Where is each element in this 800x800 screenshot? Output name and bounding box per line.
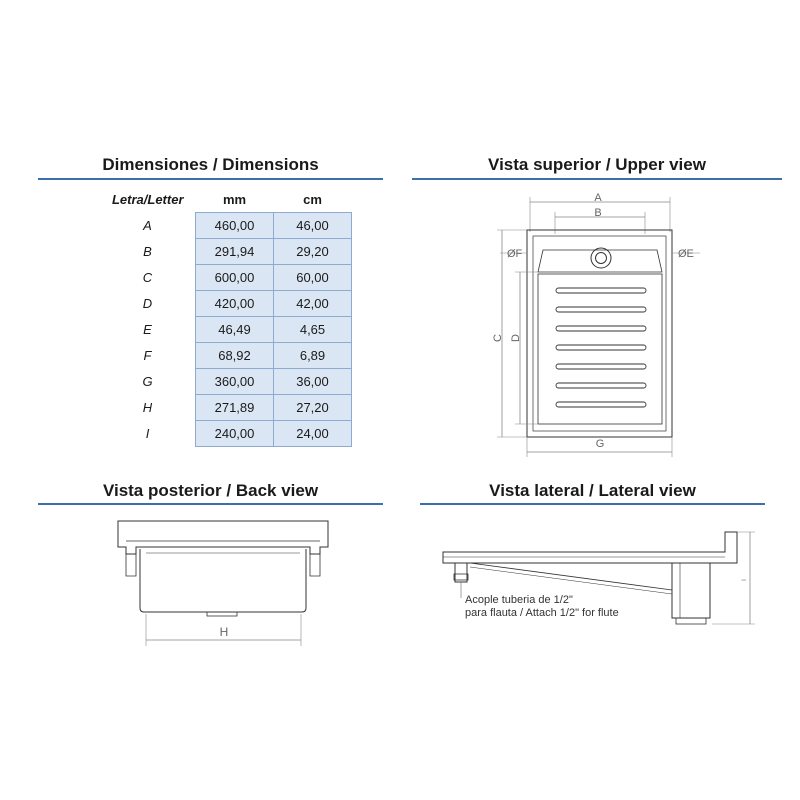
row-cm: 42,00 (274, 291, 352, 317)
lateral-support (672, 563, 710, 618)
dim-label-e: ØE (678, 248, 694, 260)
row-mm: 68,92 (196, 343, 274, 369)
row-mm: 360,00 (196, 369, 274, 395)
row-cm: 46,00 (274, 213, 352, 239)
row-cm: 4,65 (274, 317, 352, 343)
row-mm: 420,00 (196, 291, 274, 317)
dim-label-h: H (219, 625, 229, 639)
row-letter: A (143, 218, 152, 233)
row-cm: 27,20 (274, 395, 352, 421)
header-mm: mm (222, 191, 247, 207)
back-drain-icon (207, 612, 237, 616)
row-letter: D (142, 296, 153, 311)
pipe-coupling-note (465, 594, 619, 620)
dim-label-g: G (595, 438, 605, 450)
note-line-1: Acople tuberia de 1/2" (465, 594, 573, 606)
dim-label-f: ØF (507, 248, 523, 260)
row-cm: 24,00 (274, 421, 352, 447)
row-mm: 240,00 (196, 421, 274, 447)
upper-view-drawing (497, 197, 700, 457)
row-letter: E (143, 322, 152, 337)
row-cm: 36,00 (274, 369, 352, 395)
dim-label-c: C (492, 334, 504, 342)
row-mm: 291,94 (196, 239, 274, 265)
sink-outline (527, 230, 672, 437)
row-letter: G (142, 374, 153, 389)
row-mm: 46,49 (196, 317, 274, 343)
lateral-view-title: Vista lateral / Lateral view (489, 481, 696, 500)
row-cm: 29,20 (274, 239, 352, 265)
row-letter: F (143, 348, 152, 363)
back-view-title: Vista posterior / Back view (102, 481, 319, 500)
dim-label-b: B (594, 207, 602, 219)
dim-label-d: D (510, 334, 522, 342)
back-basin-outline (140, 549, 306, 612)
drain-icon (591, 248, 611, 268)
header-letter: Letra/Letter (111, 191, 184, 207)
row-cm: 60,00 (274, 265, 352, 291)
row-cm: 6,89 (274, 343, 352, 369)
row-letter: I (145, 426, 150, 441)
upper-view-title: Vista superior / Upper view (488, 155, 706, 174)
row-letter: C (142, 270, 153, 285)
row-letter: B (143, 244, 152, 259)
dimensions-title: Dimensiones / Dimensions (102, 155, 319, 174)
dim-label-a: A (594, 192, 602, 204)
note-line-2: para flauta / Attach 1/2" for flute (465, 607, 619, 619)
row-mm: 460,00 (196, 213, 274, 239)
row-mm: 271,89 (196, 395, 274, 421)
row-mm: 600,00 (196, 265, 274, 291)
header-cm: cm (303, 191, 322, 207)
pipe-coupling-icon (455, 563, 467, 582)
row-letter: H (142, 400, 153, 415)
dim-label-i: I (742, 579, 748, 581)
